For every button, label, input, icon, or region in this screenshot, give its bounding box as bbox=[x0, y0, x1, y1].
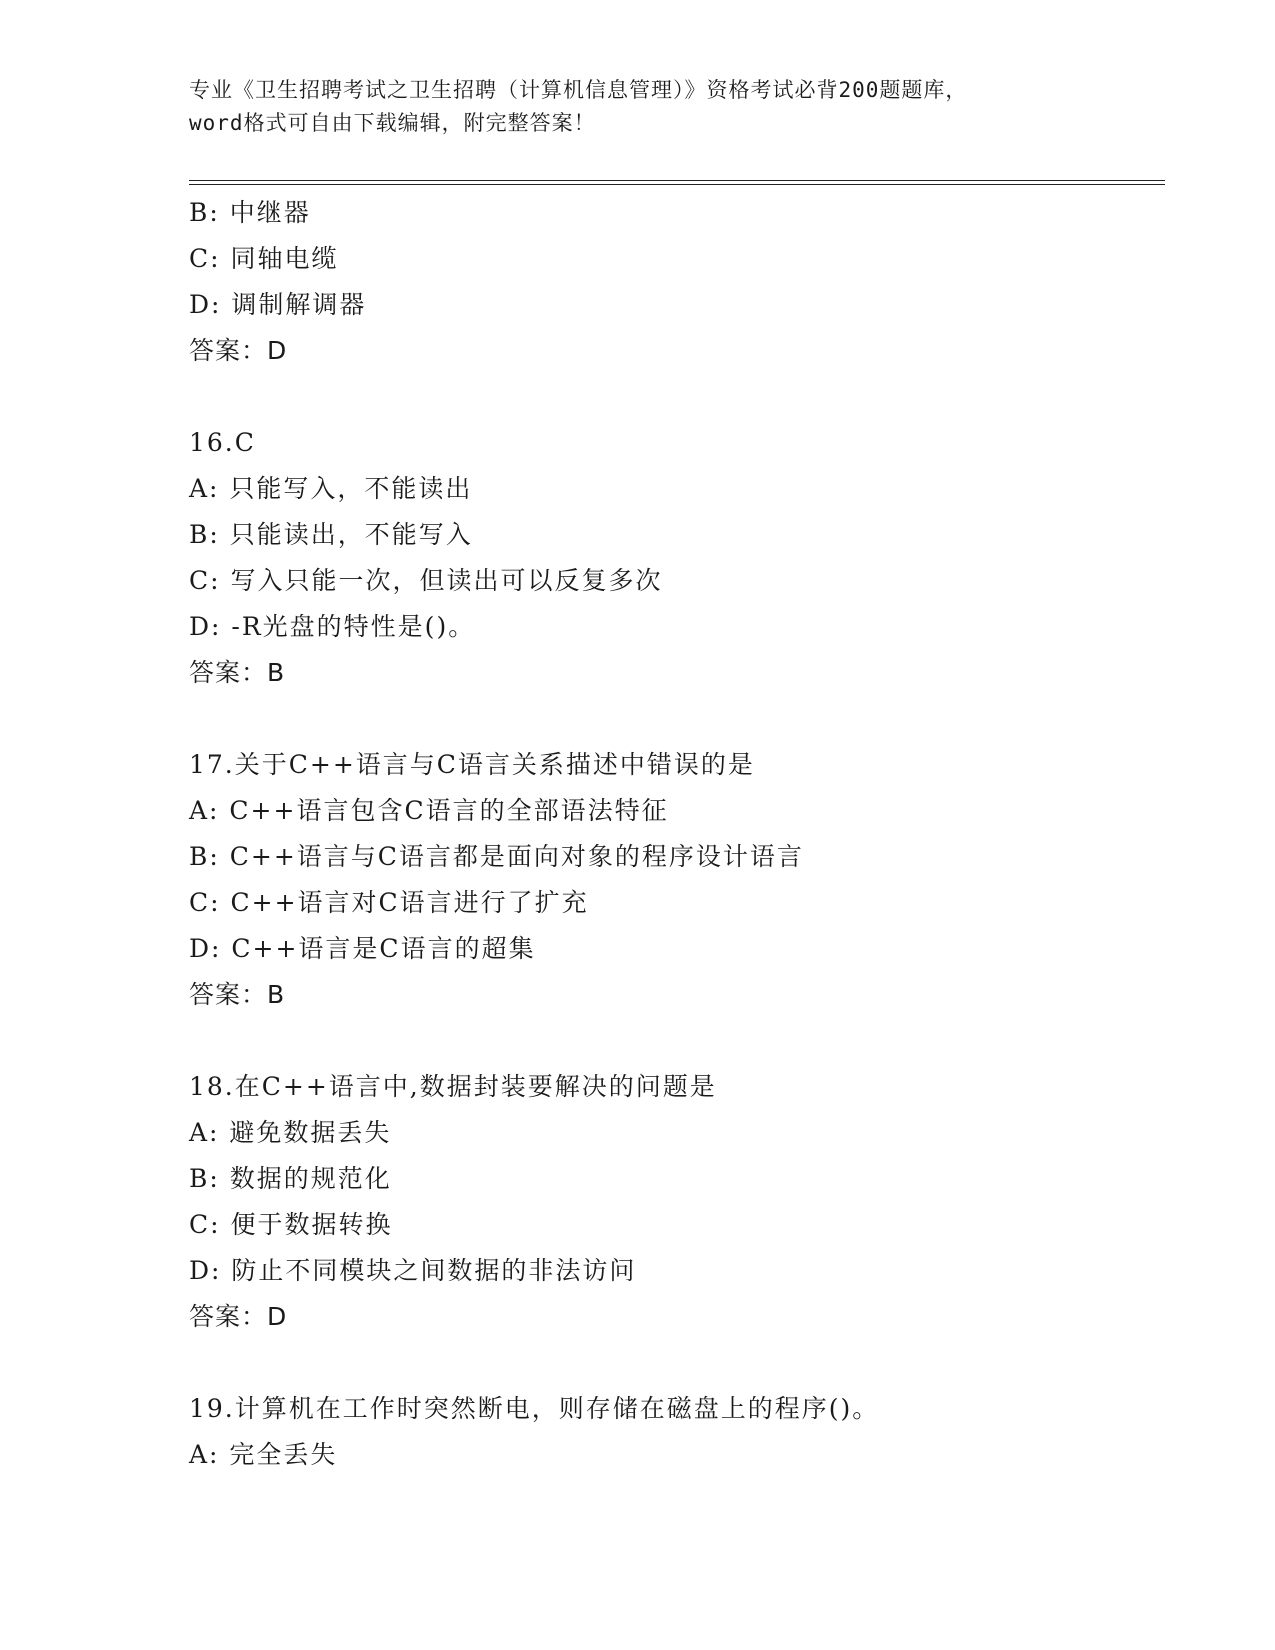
question-block-17 bbox=[189, 742, 1165, 1018]
option-d: D: -R光盘的特性是()。 bbox=[189, 612, 476, 641]
question-block-19 bbox=[189, 1386, 1165, 1478]
question-block-continued bbox=[189, 190, 1165, 374]
option-d: D: 调制解调器 bbox=[189, 290, 367, 319]
option-c: C: 写入只能一次，但读出可以反复多次 bbox=[189, 566, 663, 595]
option-b: B: C++语言与C语言都是面向对象的程序设计语言 bbox=[189, 842, 804, 871]
question-list bbox=[189, 190, 1165, 1478]
header-line-1: 专业《卫生招聘考试之卫生招聘（计算机信息管理）》资格考试必背200题题库， bbox=[189, 78, 968, 102]
spacer bbox=[189, 374, 1165, 420]
option-b: B: 中继器 bbox=[189, 198, 311, 227]
document-header bbox=[189, 74, 1089, 140]
option-a: A: 完全丢失 bbox=[189, 1440, 338, 1469]
spacer bbox=[189, 1340, 1165, 1386]
option-c: C: 便于数据转换 bbox=[189, 1210, 393, 1239]
answer-line: 答案：D bbox=[189, 1302, 288, 1331]
option-b: B: 只能读出，不能写入 bbox=[189, 520, 473, 549]
option-c: C: C++语言对C语言进行了扩充 bbox=[189, 888, 589, 917]
header-double-rule bbox=[189, 180, 1165, 185]
spacer bbox=[189, 696, 1165, 742]
question-text: 16.C bbox=[189, 428, 256, 457]
question-text: 17.关于C++语言与C语言关系描述中错误的是 bbox=[189, 750, 755, 779]
answer-line: 答案：B bbox=[189, 658, 286, 687]
option-a: A: C++语言包含C语言的全部语法特征 bbox=[189, 796, 669, 825]
question-block-18 bbox=[189, 1064, 1165, 1340]
question-text: 19.计算机在工作时突然断电，则存储在磁盘上的程序()。 bbox=[189, 1394, 880, 1423]
answer-line: 答案：B bbox=[189, 980, 286, 1009]
question-block-16 bbox=[189, 420, 1165, 696]
option-d: D: 防止不同模块之间数据的非法访问 bbox=[189, 1256, 637, 1285]
header-line-2: word格式可自由下载编辑，附完整答案！ bbox=[189, 111, 596, 135]
answer-line: 答案：D bbox=[189, 336, 288, 365]
question-text: 18.在C++语言中,数据封装要解决的问题是 bbox=[189, 1072, 717, 1101]
option-a: A: 只能写入，不能读出 bbox=[189, 474, 473, 503]
spacer bbox=[189, 1018, 1165, 1064]
option-a: A: 避免数据丢失 bbox=[189, 1118, 392, 1147]
option-c: C: 同轴电缆 bbox=[189, 244, 339, 273]
option-b: B: 数据的规范化 bbox=[189, 1164, 392, 1193]
option-d: D: C++语言是C语言的超集 bbox=[189, 934, 536, 963]
